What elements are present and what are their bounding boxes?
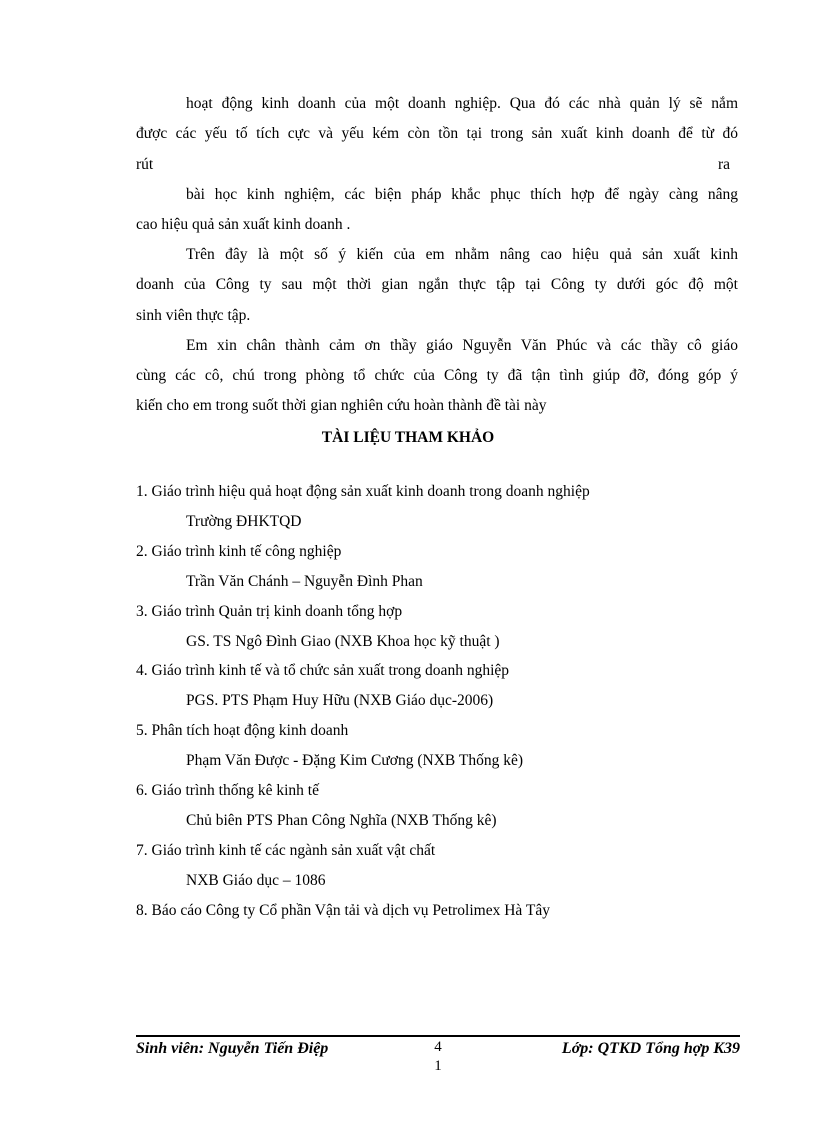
reference-title: 1. Giáo trình hiệu quả hoạt động sản xuất kinh doanh trong doanh nghiệp (136, 483, 590, 500)
reference-title: 8. Báo cáo Công ty Cổ phần Vận tải và dịch vụ Petrolimex Hà Tây (136, 902, 550, 919)
paragraph-line: rút (136, 156, 154, 173)
footer-student: Sinh viên: Nguyễn Tiến Điệp (136, 1040, 329, 1057)
reference-title: 4. Giáo trình kinh tế và tổ chức sản xuất trong doanh nghiệp (136, 662, 509, 679)
reference-title: 3. Giáo trình Quản trị kinh doanh tổng hợp (136, 603, 403, 620)
paragraph-line: kiến cho em trong suốt thời gian nghiên cứu hoàn thành đề tài này (136, 397, 547, 414)
paragraph-line: ra (718, 156, 731, 173)
paragraph-line: cao hiệu quả sản xuất kinh doanh . (136, 216, 351, 233)
reference-source: Phạm Văn Được - Đặng Kim Cương (NXB Thống kê) (186, 752, 523, 769)
reference-source: Chủ biên PTS Phan Công Nghĩa (NXB Thống kê) (186, 812, 497, 829)
paragraph-line: hoạt động kinh doanh của một doanh nghiệp. Qua đó các nhà quản lý sẽ nắm (186, 95, 738, 112)
page-number: 4 (434, 1039, 442, 1055)
paragraph-line: sinh viên thực tập. (136, 307, 251, 324)
reference-source: Trường ĐHKTQD (186, 513, 302, 530)
reference-title: 2. Giáo trình kinh tế công nghiệp (136, 543, 342, 560)
paragraph-line: cùng các cô, chú trong phòng tổ chức của Công ty đã tận tình giúp đỡ, đóng góp ý (136, 367, 738, 384)
paragraph-line: doanh của Công ty sau một thời gian ngắn thực tập tại Công ty dưới góc độ một (136, 276, 738, 293)
reference-title: 5. Phân tích hoạt động kinh doanh (136, 722, 349, 739)
paragraph-line: Em xin chân thành cảm ơn thầy giáo Nguyễn Văn Phúc và các thầy cô giáo (186, 337, 738, 354)
reference-source: GS. TS Ngô Đình Giao (NXB Khoa học kỹ thuật ) (186, 633, 500, 650)
reference-source: Trần Văn Chánh – Nguyễn Đình Phan (186, 573, 423, 590)
page-number: 1 (434, 1058, 442, 1074)
footer-rule (136, 1035, 740, 1037)
reference-source: PGS. PTS Phạm Huy Hữu (NXB Giáo dục-2006) (186, 692, 494, 709)
reference-title: 7. Giáo trình kinh tế các ngành sản xuất vật chất (136, 842, 436, 859)
reference-source: NXB Giáo dục – 1086 (186, 872, 326, 889)
paragraph-line: bài học kinh nghiệm, các biện pháp khắc phục thích hợp để ngày càng nâng (186, 186, 738, 203)
references-heading: TÀI LIỆU THAM KHẢO (321, 429, 495, 446)
paragraph-line: Trên đây là một số ý kiến của em nhằm nâng cao hiệu quả sản xuất kinh (186, 246, 738, 263)
reference-title: 6. Giáo trình thống kê kinh tế (136, 782, 319, 799)
footer-class: Lớp: QTKD Tổng hợp K39 (561, 1040, 740, 1057)
paragraph-line: được các yếu tố tích cực và yếu kém còn tồn tại trong sản xuất kinh doanh để từ đó (136, 125, 738, 142)
